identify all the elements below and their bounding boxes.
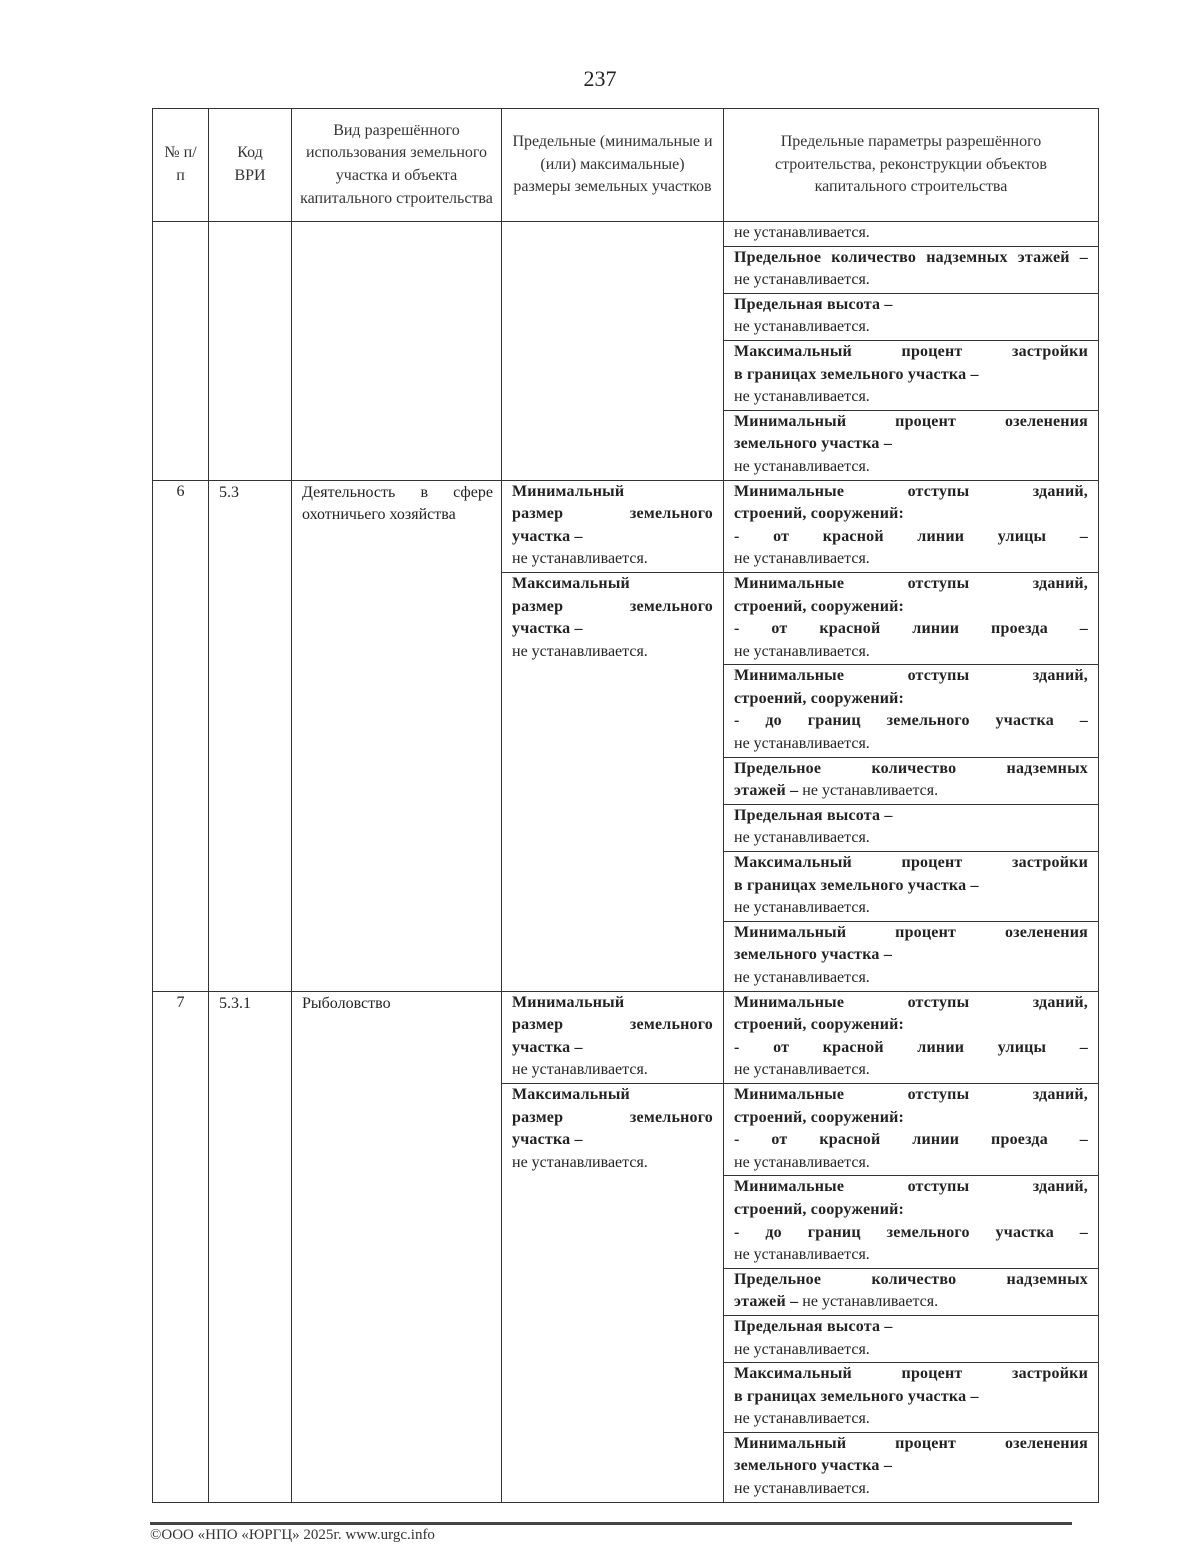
table-row bbox=[153, 480, 1099, 991]
table-header-row bbox=[153, 109, 1099, 222]
param-boundary: Минимальные отступы зданий, строений, сооружений: - до границ земельного участка – не устанавливается. bbox=[724, 665, 1098, 757]
row-code: 5.3 bbox=[209, 480, 292, 991]
param-height: Предельная высота – не устанавливается. bbox=[724, 804, 1098, 851]
param-street: Минимальные отступы зданий, строений, сооружений: - от красной линии улицы – не устанавливается. bbox=[734, 993, 1088, 1079]
row-code: 5.3.1 bbox=[209, 991, 292, 1502]
size-max: Максимальный размер земельного участка – не устанавливается. bbox=[502, 1083, 723, 1175]
param-boundary: Минимальные отступы зданий, строений, сооружений: - до границ земельного участка – не устанавливается. bbox=[724, 1176, 1098, 1268]
param-height: Предельная высота – не устанавливается. bbox=[724, 1315, 1098, 1362]
footer-divider bbox=[150, 1522, 1072, 1525]
param-green: Минимальный процент озеленения земельного участка – не устанавливается. bbox=[724, 921, 1098, 990]
param-cont-build: Максимальный процент застройки в границах земельного участка – не устанавливается. bbox=[724, 340, 1098, 410]
param-passage: Минимальные отступы зданий, строений, сооружений: - от красной линии проезда – не устанавливается. bbox=[724, 1083, 1098, 1175]
zoning-table bbox=[152, 108, 1099, 1503]
param-cont-green: Минимальный процент озеленения земельного участка – не устанавливается. bbox=[724, 410, 1098, 479]
size-min: Минимальный размер земельного участка – не устанавливается. bbox=[512, 993, 713, 1079]
table-row-continuation bbox=[153, 222, 1099, 481]
row-num: 7 bbox=[153, 991, 209, 1502]
param-floors: Предельное количество надземных этажей – не устанавливается. bbox=[724, 757, 1098, 804]
param-build: Максимальный процент застройки в границах земельного участка – не устанавливается. bbox=[724, 1363, 1098, 1433]
size-min: Минимальный размер земельного участка – не устанавливается. bbox=[512, 482, 713, 568]
param-cont-floors: Предельное количество надземных этажей – не устанавливается. bbox=[724, 246, 1098, 293]
table-row bbox=[153, 991, 1099, 1502]
param-green: Минимальный процент озеленения земельного участка – не устанавливается. bbox=[724, 1432, 1098, 1501]
row-num: 6 bbox=[153, 480, 209, 991]
param-street: Минимальные отступы зданий, строений, сооружений: - от красной линии улицы – не устанавливается. bbox=[734, 482, 1088, 568]
row-kind: Деятельность в сфере охотничьего хозяйства bbox=[292, 480, 502, 991]
param-cont-height: Предельная высота – не устанавливается. bbox=[724, 293, 1098, 340]
param-build: Максимальный процент застройки в границах земельного участка – не устанавливается. bbox=[724, 852, 1098, 922]
size-max: Максимальный размер земельного участка – не устанавливается. bbox=[502, 572, 723, 664]
header-kind: Вид разрешённого использования земельного участка и объекта капитального строительства bbox=[292, 109, 502, 222]
header-sizes: Предельные (минимальные и (или) максимальные) размеры земельных участков bbox=[502, 109, 724, 222]
param-floors: Предельное количество надземных этажей – не устанавливается. bbox=[724, 1268, 1098, 1315]
param-cont-0: не устанавливается. bbox=[734, 224, 870, 241]
footer-copyright: ©ООО «НПО «ЮРГЦ» 2025г. www.urgc.info bbox=[150, 1527, 435, 1543]
header-params: Предельные параметры разрешённого строительства, реконструкции объектов капитального строительства bbox=[724, 109, 1099, 222]
param-passage: Минимальные отступы зданий, строений, сооружений: - от красной линии проезда – не устанавливается. bbox=[724, 572, 1098, 664]
header-num: № п/п bbox=[153, 109, 209, 222]
page-number: 237 bbox=[583, 66, 617, 91]
row-kind: Рыболовство bbox=[292, 991, 502, 1502]
header-code: Код ВРИ bbox=[209, 109, 292, 222]
